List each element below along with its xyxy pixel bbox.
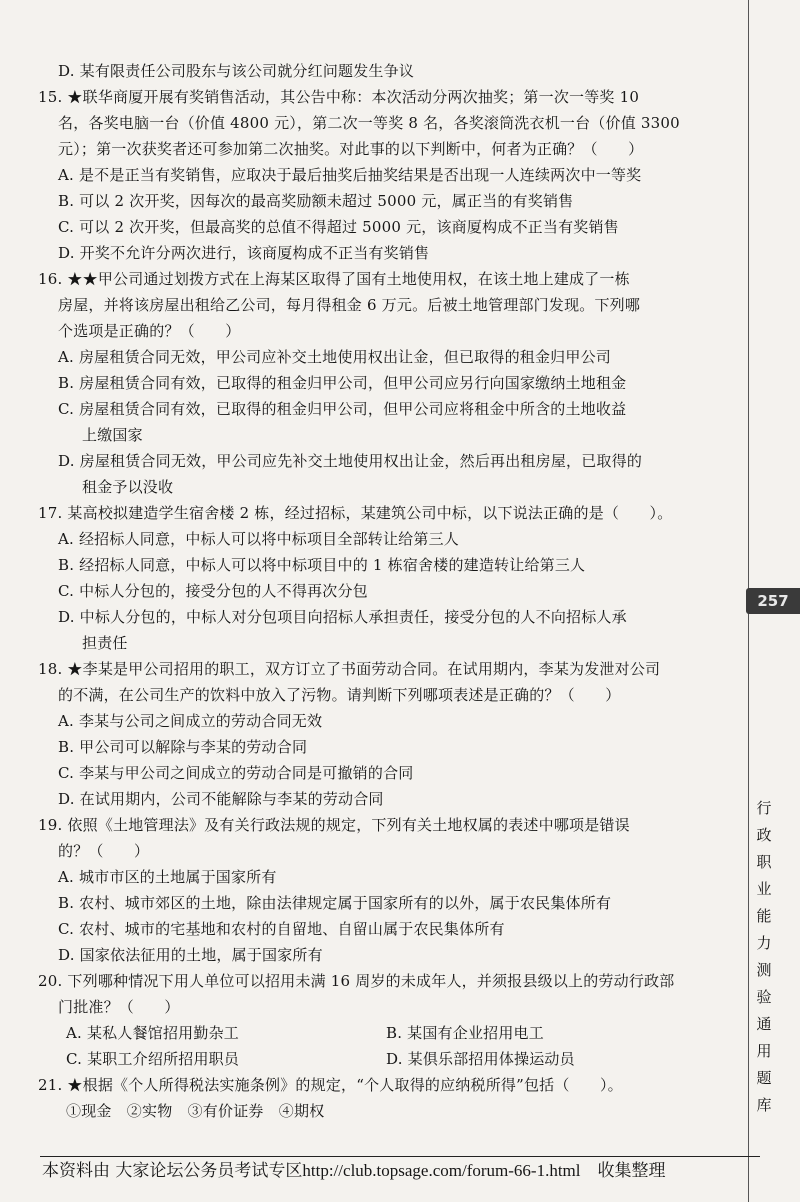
q18-stem-line1: 18. ★李某是甲公司招用的职工，双方订立了书面劳动合同。在试用期内，李某为发泄对公司 — [38, 660, 661, 678]
q20-stem-line1: 20. 下列哪种情况下用人单位可以招用未满 16 周岁的未成年人，并须报县级以上的劳动行政部 — [38, 972, 675, 990]
q19-stem-line1: 19. 依照《土地管理法》及有关行政法规的规定，下列有关土地权属的表述中哪项是错误 — [38, 816, 630, 834]
q15-option-d: D. 开奖不允许分两次进行，该商厦构成不正当有奖销售 — [58, 244, 430, 262]
q14-option-d: D. 某有限责任公司股东与该公司就分红问题发生争议 — [58, 62, 415, 80]
q20-option-b: B. 某国有企业招用电工 — [386, 1024, 544, 1042]
q16-option-c-cont: 上缴国家 — [82, 426, 143, 444]
q17-option-a: A. 经招标人同意，中标人可以将中标项目全部转让给第三人 — [58, 530, 459, 548]
q16-option-d: D. 房屋租赁合同无效，甲公司应先补交土地使用权出让金，然后再出租房屋，已取得的 — [58, 452, 643, 470]
q20-option-c: C. 某职工介绍所招用职员 — [66, 1050, 240, 1068]
footer-url-link[interactable]: http://club.topsage.com/forum-66-1.html — [302, 1161, 581, 1180]
q21-stem: 21. ★根据《个人所得税法实施条例》的规定，“个人取得的应纳税所得”包括（ ）。 — [38, 1076, 623, 1094]
q15-stem-line3: 元）；第一次获奖者还可参加第二次抽奖。对此事的以下判断中，何者为正确？（ ） — [58, 140, 644, 158]
q15-option-a: A. 是不是正当有奖销售，应取决于最后抽奖后抽奖结果是否出现一人连续两次中一等奖 — [58, 166, 642, 184]
q18-option-a: A. 李某与公司之间成立的劳动合同无效 — [58, 712, 323, 730]
footer-rule — [40, 1156, 760, 1157]
q15-option-c: C. 可以 2 次开奖，但最高奖的总值不得超过 5000 元，该商厦构成不正当有奖销售 — [58, 218, 619, 236]
q16-option-b: B. 房屋租赁合同有效，已取得的租金归甲公司，但甲公司应另行向国家缴纳土地租金 — [58, 374, 627, 392]
q20-stem-line2: 门批准？（ ） — [58, 998, 180, 1016]
q19-stem-line2: 的？（ ） — [58, 842, 150, 860]
footer-prefix: 本资料由 大家论坛公务员考试专区 — [42, 1161, 303, 1181]
q17-option-d-cont: 担责任 — [82, 634, 128, 652]
q16-stem-line2: 房屋，并将该房屋出租给乙公司，每月得租金 6 万元。后被土地管理部门发现。下列哪 — [58, 296, 641, 314]
footer-credit — [42, 1158, 760, 1184]
footer-suffix: 收集整理 — [580, 1161, 666, 1181]
q15-stem-line2: 名，各奖电脑一台（价值 4800 元），第二次一等奖 8 名，各奖滚筒洗衣机一台（价值 3300 — [58, 114, 680, 132]
q15-stem-line1: 15. ★联华商厦开展有奖销售活动，其公告中称：本次活动分两次抽奖；第一次一等奖 10 — [38, 88, 640, 106]
q17-option-b: B. 经招标人同意，中标人可以将中标项目中的 1 栋宿舍楼的建造转让给第三人 — [58, 556, 586, 574]
q16-stem-line3: 个选项是正确的？（ ） — [58, 322, 241, 340]
q17-stem: 17. 某高校拟建造学生宿舍楼 2 栋，经过招标，某建筑公司中标，以下说法正确的是（ ）。 — [38, 504, 673, 522]
q20-option-d: D. 某俱乐部招用体操运动员 — [386, 1050, 575, 1068]
q16-option-a: A. 房屋租赁合同无效，甲公司应补交土地使用权出让金，但已取得的租金归甲公司 — [58, 348, 611, 366]
q20-option-a: A. 某私人餐馆招用勤杂工 — [66, 1024, 239, 1042]
q18-option-b: B. 甲公司可以解除与李某的劳动合同 — [58, 738, 308, 756]
q16-option-d-cont: 租金予以没收 — [82, 478, 174, 496]
q18-stem-line2: 的不满，在公司生产的饮料中放入了污物。请判断下列哪项表述是正确的？（ ） — [58, 686, 621, 704]
q18-option-c: C. 李某与甲公司之间成立的劳动合同是可撤销的合同 — [58, 764, 414, 782]
side-book-title: 行政职业能力测验通用题库 — [756, 799, 772, 1114]
q16-stem-line1: 16. ★★甲公司通过划拨方式在上海某区取得了国有土地使用权，在该土地上建成了一栋 — [38, 270, 630, 288]
q19-option-a: A. 城市市区的土地属于国家所有 — [58, 868, 277, 886]
page-number-tab: 257 — [746, 588, 800, 614]
q21-items: ①现金 ②实物 ③有价证券 ④期权 — [66, 1102, 325, 1120]
q15-option-b: B. 可以 2 次开奖，因每次的最高奖励额未超过 5000 元，属正当的有奖销售 — [58, 192, 574, 210]
q17-option-d: D. 中标人分包的，中标人对分包项目向招标人承担责任，接受分包的人不向招标人承 — [58, 608, 627, 626]
q16-option-c: C. 房屋租赁合同有效，已取得的租金归甲公司，但甲公司应将租金中所含的土地收益 — [58, 400, 627, 418]
q17-option-c: C. 中标人分包的，接受分包的人不得再次分包 — [58, 582, 368, 600]
q19-option-d: D. 国家依法征用的土地，属于国家所有 — [58, 946, 323, 964]
q18-option-d: D. 在试用期内，公司不能解除与李某的劳动合同 — [58, 790, 384, 808]
q19-option-c: C. 农村、城市的宅基地和农村的自留地、自留山属于农民集体所有 — [58, 920, 505, 938]
q19-option-b: B. 农村、城市郊区的土地，除由法律规定属于国家所有的以外，属于农民集体所有 — [58, 894, 612, 912]
